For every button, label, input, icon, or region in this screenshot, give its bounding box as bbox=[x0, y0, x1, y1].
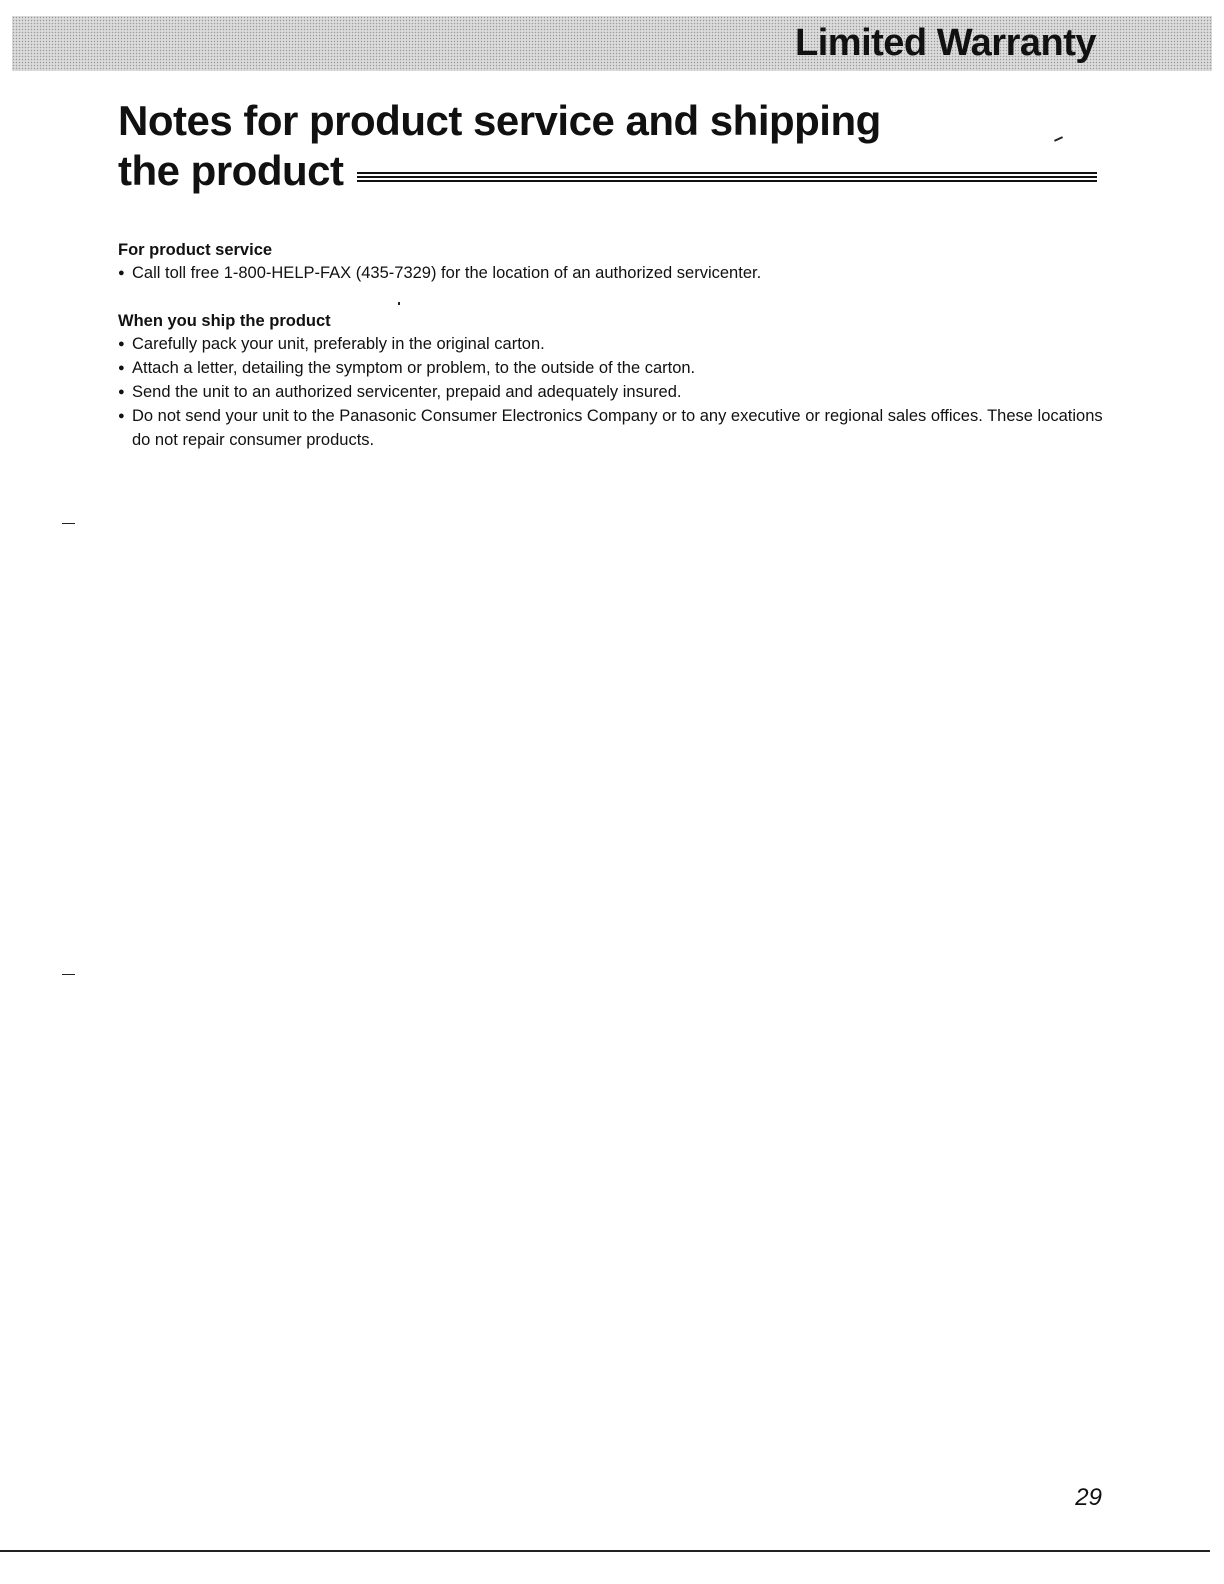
list-item: ● Send the unit to an authorized servicenter, prepaid and adequately insured. bbox=[118, 380, 1122, 404]
list-item: ● Attach a letter, detailing the symptom or problem, to the outside of the carton. bbox=[118, 356, 1122, 380]
bottom-rule bbox=[0, 1550, 1210, 1552]
scan-mark bbox=[1054, 136, 1063, 142]
section-shipping bbox=[118, 310, 1122, 452]
section-heading: For product service bbox=[118, 241, 273, 259]
title-rule bbox=[357, 172, 1097, 182]
page-number: 29 bbox=[1075, 1484, 1102, 1511]
scan-mark bbox=[62, 523, 75, 524]
scan-mark bbox=[398, 302, 400, 305]
list-item: ● Do not send your unit to the Panasonic Consumer Electronics Company or to any executive or regional sales offices. These locations do not repair consumer products. bbox=[118, 404, 1122, 452]
list-item: ● Call toll free 1-800-HELP-FAX (435-7329) for the location of an authorized servicenter. bbox=[118, 261, 1122, 285]
bullet-list bbox=[118, 332, 1122, 452]
section-heading: When you ship the product bbox=[118, 312, 331, 330]
bullet-list bbox=[118, 261, 1122, 285]
page-title-line2: the product bbox=[118, 147, 344, 194]
section-product-service bbox=[118, 239, 1122, 285]
scan-mark bbox=[62, 974, 75, 975]
list-item: ● Carefully pack your unit, preferably in the original carton. bbox=[118, 332, 1122, 356]
page-title-line1: Notes for product service and shipping bbox=[118, 97, 881, 144]
header-title: Limited Warranty bbox=[795, 22, 1096, 64]
